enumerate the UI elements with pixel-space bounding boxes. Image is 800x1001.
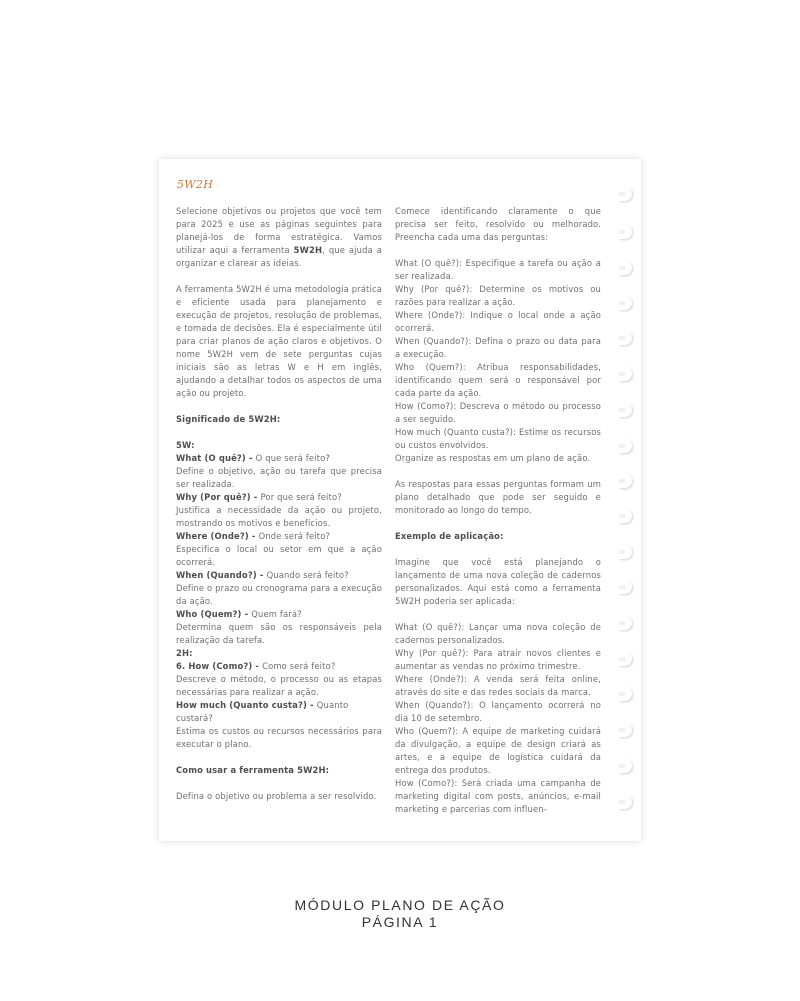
list-item: Where (Onde?): Indique o local onde a ação ocorrerá. — [395, 310, 601, 333]
como-usar-heading: Como usar a ferramenta 5W2H: — [176, 765, 330, 775]
binder-ring — [619, 580, 632, 594]
binder-ring — [619, 509, 632, 523]
list-item: How (Como?): Descreva o método ou processo a ser seguido. — [395, 401, 601, 424]
where-question: Where (Onde?) - Onde será feito? — [176, 531, 331, 541]
binder-ring — [619, 439, 632, 453]
binder-ring — [619, 687, 632, 701]
howmuch-description: Estima os custos ou recursos necessários para executar o plano. — [176, 726, 382, 749]
intro-text-b: , que ajuda a organizar e clarear as ideias. — [176, 245, 382, 268]
module-caption: MÓDULO PLANO DE AÇÃO — [294, 897, 506, 913]
who-question: Who (Quem?) - Quem fará? — [176, 609, 302, 619]
what-question: What (O quê?) - O que será feito? — [176, 453, 330, 463]
example-item: Who (Quem?): A equipe de marketing cuidará da divulgação, a equipe de design criará as artes, e a equipe de logística cuidará da entrega dos produtos. — [395, 726, 601, 775]
right-intro: Comece identificando claramente o que precisa ser feito, resolvido ou melhorado. Preencha cada uma das perguntas: — [395, 206, 601, 242]
example-item: Why (Por quê?): Para atrair novos clientes e aumentar as vendas no próximo trimestre. — [395, 648, 601, 671]
w-heading: 5W: — [176, 440, 195, 450]
list-item: Who (Quem?): Atribua responsabilidades, identificando quem será o responsável por cada parte da ação. — [395, 362, 601, 398]
what-description: Define o objetivo, ação ou tarefa que precisa ser realizada. — [176, 466, 382, 489]
binder-ring — [619, 225, 632, 239]
binder-ring — [619, 616, 632, 630]
binder-ring — [619, 795, 632, 809]
how-description: Descreve o método, o processo ou as etapas necessárias para realizar a ação. — [176, 674, 382, 697]
intro-paragraph — [176, 205, 382, 270]
example-item: What (O quê?): Lançar uma nova coleção de cadernos personalizados. — [395, 622, 601, 645]
list-item: Organize as respostas em um plano de ação. — [395, 453, 591, 463]
why-description: Justifica a necessidade da ação ou projeto, mostrando os motivos e benefícios. — [176, 505, 382, 528]
list-item: How much (Quanto custa?): Estime os recursos ou custos envolvidos. — [395, 427, 601, 450]
binder-ring — [619, 474, 632, 488]
planner-page — [159, 159, 641, 841]
example-item: How (Como?): Será criada uma campanha de marketing digital com posts, anúncios, e-mail marketing e parcerias com influen- — [395, 778, 601, 814]
right-column — [395, 205, 601, 816]
list-item: When (Quando?): Defina o prazo ou data para a execução. — [395, 336, 601, 359]
when-question: When (Quando?) - Quando será feito? — [176, 570, 349, 580]
intro-text-bold: 5W2H — [293, 245, 323, 255]
page-title: 5W2H — [177, 178, 214, 191]
example-item: When (Quando?): O lançamento ocorrerá no dia 10 de setembro. — [395, 700, 601, 723]
binder-ring — [619, 723, 632, 737]
when-description: Define o prazo ou cronograma para a execução da ação. — [176, 583, 382, 606]
binder-ring — [619, 545, 632, 559]
significado-heading: Significado de 5W2H: — [176, 414, 281, 424]
h-heading: 2H: — [176, 648, 193, 658]
list-item: What (O quê?): Especifique a tarefa ou ação a ser realizada. — [395, 258, 601, 281]
binder-ring — [619, 759, 632, 773]
exemplo-heading: Exemplo de aplicação: — [395, 531, 504, 541]
definition-paragraph: A ferramenta 5W2H é uma metodologia prática e eficiente usada para planejamento e execução de projetos, resolução de problemas, e tomada de decisões. Ela é especialmente útil para criar planos de ação claros e objetivos. O nome 5W2H vem de sete perguntas cujas iniciais são as letras W e H em inglês, ajudando a detalhar todos os aspectos de uma ação ou projeto. — [176, 284, 382, 398]
binder-ring — [619, 652, 632, 666]
example-item: Where (Onde?): A venda será feita online, através do site e das redes sociais da marca. — [395, 674, 601, 697]
howmuch-question: How much (Quanto custa?) - Quanto custará? — [176, 700, 349, 723]
binder-rings — [619, 159, 641, 841]
responses-paragraph: As respostas para essas perguntas formam um plano detalhado que pode ser seguido e monitorado ao longo do tempo. — [395, 479, 601, 515]
intro-text-a: Selecione objetivos ou projetos que você tem para 2025 e use as páginas seguintes para planejá-los de forma estratégica. Vamos utilizar aqui a ferramenta — [176, 206, 382, 255]
binder-ring — [619, 331, 632, 345]
binder-ring — [619, 296, 632, 310]
left-column — [176, 205, 382, 803]
como-usar-text: Defina o objetivo ou problema a ser resolvido. — [176, 791, 377, 801]
binder-ring — [619, 403, 632, 417]
list-item: Why (Por quê?): Determine os motivos ou razões para realizar a ação. — [395, 284, 601, 307]
page-caption: PÁGINA 1 — [361, 914, 439, 930]
binder-ring — [619, 367, 632, 381]
how-question: 6. How (Como?) - Como será feito? — [176, 661, 336, 671]
binder-ring — [619, 187, 632, 201]
exemplo-intro: Imagine que você está planejando o lançamento de uma nova coleção de cadernos personalizados. Aqui está como a ferramenta 5W2H poderia ser aplicada: — [395, 557, 601, 606]
where-description: Especifica o local ou setor em que a ação ocorrerá. — [176, 544, 382, 567]
binder-ring — [619, 261, 632, 275]
who-description: Determina quem são os responsáveis pela realização da tarefa. — [176, 622, 382, 645]
why-question: Why (Por quê?) - Por que será feito? — [176, 492, 342, 502]
